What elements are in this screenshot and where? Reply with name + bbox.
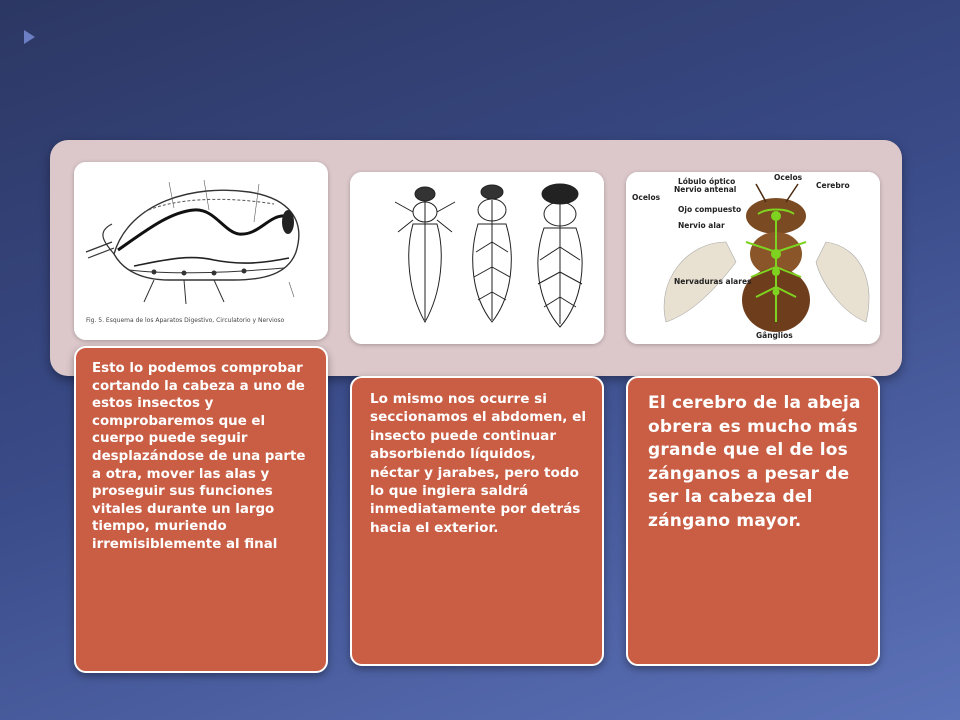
label-ganglios: Gânglios: [756, 331, 793, 340]
label-ojo-compuesto: Ojo compuesto: [678, 205, 742, 214]
label-nervio-antenal: Nervio antenal: [674, 185, 737, 194]
text-card-brain: El cerebro de la abeja obrera es mucho más grande que el de los zánganos a pesar de ser la cabeza del zángano mayor.: [626, 376, 880, 666]
label-ocelos-left: Ocelos: [632, 193, 661, 202]
bee-brain-diagram: [626, 172, 880, 344]
nervous-system-drawings: [350, 172, 604, 344]
label-nervio-alar: Nervio alar: [678, 221, 725, 230]
digestive-system-diagram: [74, 162, 328, 340]
text-card-abdomen: Lo mismo nos ocurre si seccionamos el abdomen, el insecto puede continuar absorbiendo líquidos, néctar y jarabes, pero todo lo que ingiera saldrá inmediatamente por detrás hacia el exterior.: [350, 376, 604, 666]
label-nervaduras: Nervaduras alares: [674, 277, 752, 286]
text-card-decapitation: Esto lo podemos comprobar cortando la cabeza a uno de estos insectos y comprobaremos que el cuerpo puede seguir desplazándose de una parte a otra, mover las alas y proseguir sus funciones vitales durante un largo tiempo, muriendo irremisiblemente al final: [74, 346, 328, 673]
diagram-caption: Fig. 5. Esquema de los Aparatos Digestivo, Circulatorio y Nervioso: [86, 317, 285, 324]
label-ocelos-top: Ocelos: [774, 173, 803, 182]
label-lobulo-optico: Lóbulo óptico: [678, 177, 736, 186]
label-cerebro: Cerebro: [816, 181, 850, 190]
arrow-bullet-icon: [24, 30, 35, 44]
